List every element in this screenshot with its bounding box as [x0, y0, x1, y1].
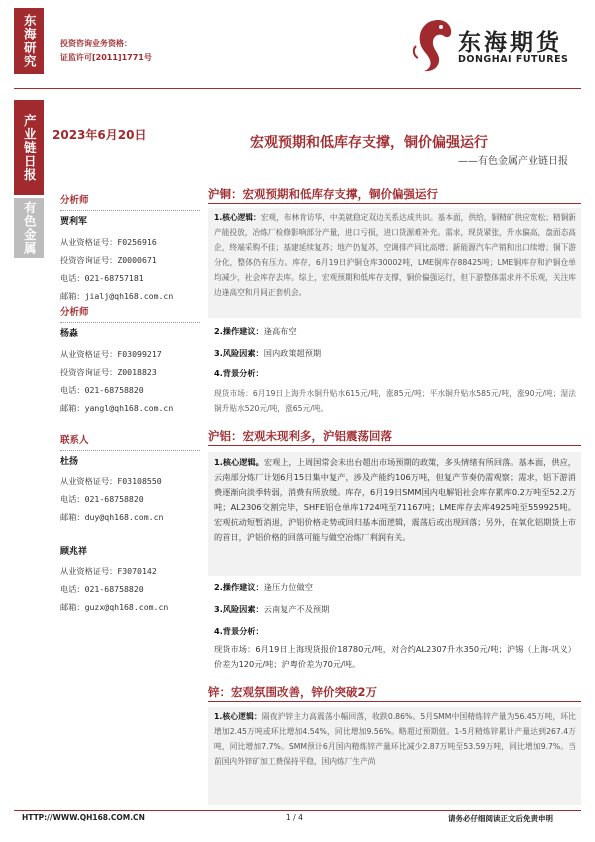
- zinc-section-title: 锌：宏观氛围改善，锌价突破2万: [208, 685, 377, 699]
- copper-risk-text: 国内政策超预期: [263, 348, 322, 358]
- copper-advice-label: 2.操作建议：: [214, 326, 264, 336]
- section-divider: [208, 701, 581, 702]
- analyst-detail: 从业资格证号：F03099217: [60, 349, 162, 359]
- aluminum-logic-label: 1.核心逻辑。: [214, 457, 264, 467]
- seahorse-logo-icon: [408, 16, 458, 74]
- aluminum-logic: [214, 455, 576, 545]
- analyst-section: [60, 304, 200, 417]
- logo-cn-text: 东海期货: [458, 29, 562, 56]
- license-value: 证监许可[2011]1771号: [60, 53, 152, 62]
- analyst-name: 贾利军: [60, 217, 88, 227]
- aluminum-advice-label: 2.操作建议：: [214, 582, 264, 592]
- page-number: 1 / 4: [286, 813, 303, 822]
- page-title: 宏观预期和低库存支撑，铜价偏强运行: [250, 135, 488, 151]
- divider: [60, 450, 200, 451]
- analyst-label: 分析师: [60, 195, 89, 206]
- contact-email[interactable]: 邮箱：duy@qh168.com.cn: [60, 512, 164, 522]
- aluminum-risk-label: 3.风险因素：: [214, 604, 264, 614]
- analyst-detail: 投资咨询证号：Z0000671: [60, 255, 157, 265]
- analyst-section: [60, 192, 200, 305]
- analyst-email[interactable]: 邮箱：yangl@qh168.com.cn: [60, 403, 174, 413]
- contact-label: 联系人: [60, 435, 89, 446]
- contact-detail: 电话：021-68758820: [60, 584, 144, 594]
- aluminum-bg-label: [214, 626, 264, 637]
- copper-advice: [214, 326, 297, 337]
- aluminum-risk: [214, 604, 329, 615]
- tab-label: 产业链日报: [22, 113, 38, 182]
- page-subtitle: ——有色金属产业链日报: [458, 156, 568, 167]
- zinc-logic: [214, 709, 576, 803]
- divider: [60, 210, 200, 211]
- tab-label: 东海研究: [22, 14, 38, 68]
- tab-label: 有色金属: [22, 201, 38, 255]
- report-date: 2023年6月20日: [52, 128, 147, 142]
- copper-risk: [214, 348, 321, 359]
- analyst-detail: 电话：021-68758820: [60, 385, 144, 395]
- aluminum-logic-text: 宏观上，上周国常会未出台超出市场预期的政策，多头情绪有所回落。基本面，供应，云南部分炼厂计划6月15日集中复产，涉及产能约106万吨，但复产节奏仍需观察；需求，铝下游消费逐渐向淡季转弱，消费有所放缓。库存，6月19日SMM国内电解铝社会库存累库0.2万吨至52.2万吨；AL2306交割完毕，SHFE铝仓单库1724吨至71167吨；LME库存去库4925吨至559925吨。宏观抗动短暂消退，沪铝价格走势或回归基本面逻辑，震荡后或出现回落；另外，在氧化铝期货上市的首日，沪铝价格的回落可能与做空冶炼厂利润有关。: [214, 457, 576, 542]
- contact-name: 顾兆祥: [60, 547, 88, 557]
- license-label: 投资咨询业务资格：: [60, 39, 132, 48]
- copper-advice-text: 逢高布空: [263, 326, 297, 336]
- aluminum-risk-text: 云南复产不及预期: [263, 604, 330, 614]
- footer-disclaimer: 请务必仔细阅读正文后免责申明: [448, 814, 553, 823]
- analyst-email[interactable]: 邮箱：jialj@qh168.com.cn: [60, 291, 174, 301]
- copper-bg-label: [214, 368, 264, 379]
- contact-detail: 电话：021-68758820: [60, 494, 144, 504]
- logo-en-text: DONGHAI FUTURES: [458, 54, 569, 65]
- zinc-logic-label: 1.核心逻辑：: [214, 712, 262, 721]
- analyst-detail: 电话：021-68757181: [60, 273, 144, 283]
- divider: [60, 322, 200, 323]
- zinc-logic-text: 隔夜沪锌主力高震荡小幅回落，收跌0.86%。5月SMM中国精炼锌产量为56.45万吨，环比增加2.45万吨或环比增加4.54%，同比增加9.56%。略超过预期值。1-5月精炼锌累计产量达到267.4万吨，同比增加7.7%。SMM预计6月国内精炼锌产量环比减少2.87万吨至53.59万吨，同比增加9.7%。当前国内外锌矿加工费保持平稳，国内炼厂生产尚: [214, 712, 576, 766]
- aluminum-bg-text: 现货市场：6月19日上海现货报价18780元/吨，对合约AL2307升水350元/吨；沪锡（上海-巩义）价差为120元/吨；沪粤价差为70元/吨。: [214, 644, 576, 669]
- tab-donghai-research: [14, 8, 44, 74]
- aluminum-advice-text: 逢压力位做空: [263, 582, 313, 592]
- analyst-detail: 投资咨询证号：Z0018823: [60, 367, 157, 377]
- aluminum-section-title: 沪铝：宏观未现利多，沪铝震荡回落: [208, 429, 392, 443]
- copper-logic-text: 宏观，布林肯访华，中美就稳定双边关系达成共识。基本面，供给，铜精矿供应宽松；精铜新产能投放，冶炼厂检修影响部分产量，进口亏损，进口货源难补充。需求，现货紧张，升水偏高，盘面态高企，终端采购不佳；基建延续复苏；地产仍复苏，空调排产同比高增；新能源汽车产销和出口续增；铜下游分化，整体仍有压力。库存，6月19日沪铜仓库30002吨，LME铜库存88425吨；LME铜库存和沪铜仓单均减少，社会库存去库。综上，宏观预期和低库存支撑，铜价偏强运行，但下游整体需求并不乐观，关注库边逢高空和月间正套机会。: [214, 213, 576, 297]
- copper-section-title: 沪铜：宏观预期和低库存支撑，铜价偏强运行: [208, 187, 438, 201]
- section-divider: [208, 445, 581, 446]
- analyst-label: 分析师: [60, 307, 89, 318]
- contact-detail: 从业资格证号：F03108550: [60, 476, 162, 486]
- copper-bg-label-text: 4.背景分析：: [214, 368, 264, 378]
- tab-industry-daily: [14, 100, 44, 195]
- analyst-name: 杨淼: [60, 329, 79, 339]
- copper-bg-text: 现货市场：6月19日上海升水铜升贴水615元/吨，涨85元/吨；平水铜升贴水585元/吨，涨90元/吨；湿法铜升贴水520元/吨，涨65元/吨。: [214, 389, 576, 413]
- section-divider: [208, 203, 581, 204]
- copper-logic-label: 1.核心逻辑：: [214, 213, 261, 222]
- contact-detail: 从业资格证号：F3070142: [60, 566, 157, 576]
- contact-section: [60, 432, 200, 616]
- footer-divider: [14, 810, 581, 811]
- contact-email[interactable]: 邮箱：guzx@qh168.com.cn: [60, 602, 169, 612]
- company-logo: [408, 16, 580, 74]
- aluminum-advice: [214, 582, 313, 593]
- copper-logic: [214, 210, 576, 300]
- aluminum-bg-label-text: 4.背景分析：: [214, 626, 264, 636]
- tab-nonferrous: [14, 198, 44, 258]
- analyst-detail: 从业资格证号：F0256916: [60, 237, 157, 247]
- copper-risk-label: 3.风险因素：: [214, 348, 264, 358]
- header-divider: [14, 88, 581, 89]
- contact-name: 杜扬: [60, 457, 79, 467]
- footer-url[interactable]: HTTP://WWW.QH168.COM.CN: [22, 813, 145, 822]
